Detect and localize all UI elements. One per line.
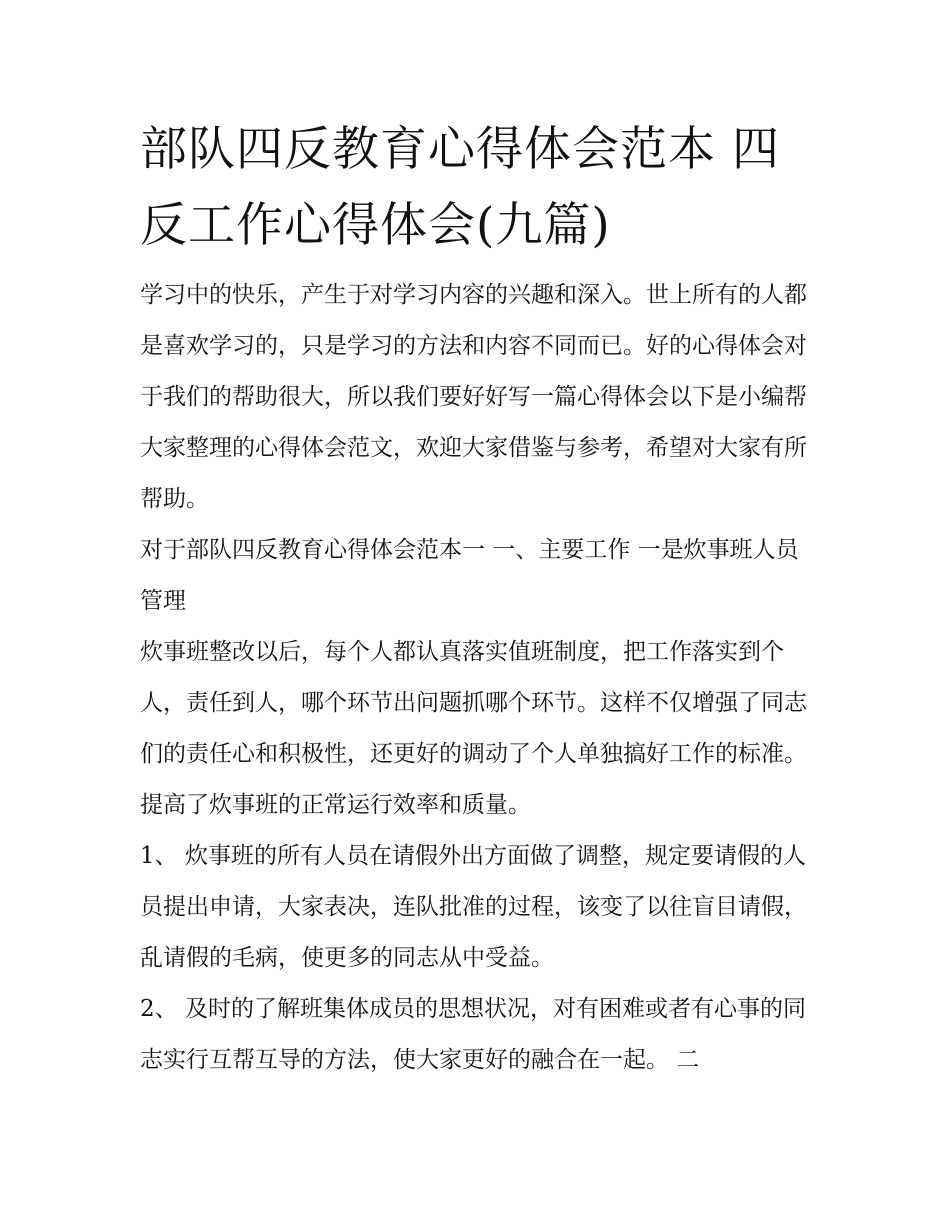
document-title: 部队四反教育心得体会范本 四反工作心得体会(九篇) [140, 122, 780, 253]
intro-paragraph: 学习中的快乐，产生于对学习内容的兴趣和深入。世上所有的人都是喜欢学习的，只是学习的方法和内容不同而已。好的心得体会对于我们的帮助很大，所以我们要好好写一篇心得体会以下是小编帮大家整理的心得体会范文，欢迎大家借鉴与参考，希望对大家有所帮助。 [140, 282, 807, 512]
section-heading-paragraph: 对于部队四反教育心得体会范本一 一、主要工作 一是炊事班人员管理 [140, 537, 799, 614]
body-paragraph: 炊事班整改以后，每个人都认真落实值班制度，把工作落实到个人，责任到人，哪个环节出问题抓哪个环节。这样不仅增强了同志们的责任心和积极性，还更好的调动了个人单独搞好工作的标准。提高了炊事班的正常运行效率和质量。 [140, 639, 807, 818]
numbered-item-1: 1、 炊事班的所有人员在请假外出方面做了调整，规定要请假的人员提出申请，大家表决，连队批准的过程，该变了以往盲目请假，乱请假的毛病，使更多的同志从中受益。 [140, 843, 807, 971]
numbered-item-2: 2、 及时的了解班集体成员的思想状况，对有困难或者有心事的同志实行互帮互导的方法，使大家更好的融合在一起。 二 [140, 996, 806, 1073]
document-page [140, 112, 812, 1086]
